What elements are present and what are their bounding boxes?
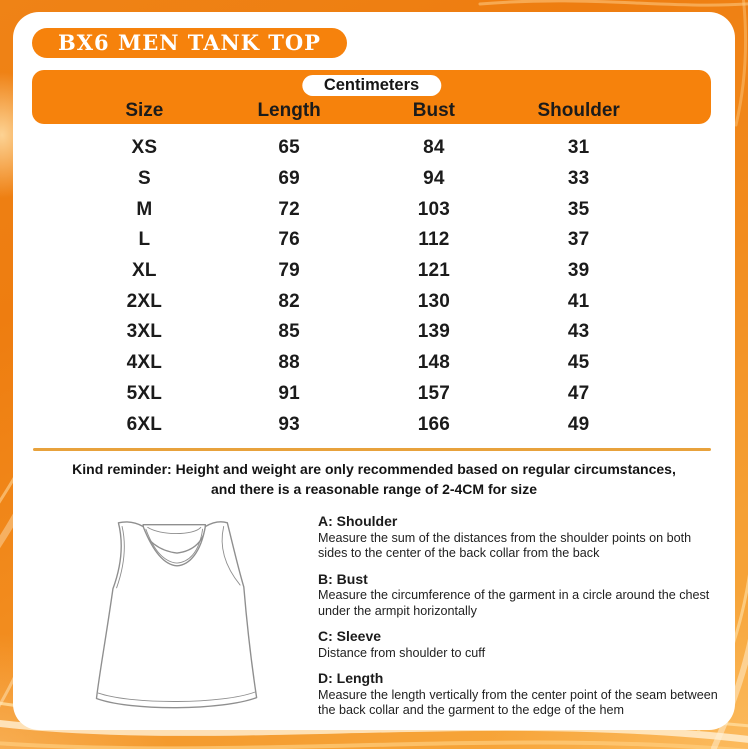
table-cell-size: 2XL (126, 290, 163, 312)
table-cell-length: 85 (278, 321, 300, 343)
measure-guide (318, 513, 720, 728)
product-title-pill (32, 28, 347, 58)
column-header-size: Size (125, 100, 164, 121)
table-cell-bust: 148 (417, 352, 451, 374)
measure-guide-desc: Measure the length vertically from the center point of the seam between the back collar and the garment to the edge of the hem (318, 687, 718, 718)
table-cell-length: 88 (278, 352, 300, 374)
measure-guide-item (318, 571, 720, 620)
table-cell-size: XS (131, 137, 158, 159)
table-cell-shoulder: 49 (567, 413, 590, 435)
table-cell-bust: 84 (423, 137, 445, 159)
table-cell-length: 72 (278, 198, 300, 220)
kind-reminder-line1: Kind reminder: Height and weight are only recommended based on regular circumstances, (72, 461, 676, 477)
table-cell-length: 91 (278, 382, 300, 404)
kind-reminder (39, 459, 709, 500)
table-cell-length: 82 (278, 290, 300, 312)
table-cell-shoulder: 39 (567, 260, 590, 282)
table-cell-size: 3XL (126, 321, 163, 343)
table-cell-size: S (137, 168, 151, 190)
table-cell-shoulder: 45 (567, 352, 590, 374)
tank-top-icon (91, 521, 263, 715)
table-cell-size: XL (132, 260, 157, 282)
table-cell-length: 69 (278, 168, 300, 190)
table-row (32, 256, 711, 287)
table-row (32, 409, 711, 440)
measure-guide-item (318, 670, 720, 719)
table-cell-bust: 103 (417, 198, 451, 220)
column-header-length: Length (257, 100, 321, 121)
measure-guide-desc: Distance from shoulder to cuff (318, 645, 486, 660)
table-cell-bust: 157 (417, 382, 451, 404)
table-cell-bust: 112 (418, 229, 450, 251)
table-cell-size: 4XL (126, 352, 163, 374)
table-cell-bust: 166 (417, 413, 451, 435)
product-title: BX6 MEN TANK TOP (58, 30, 321, 55)
table-cell-shoulder: 35 (567, 198, 590, 220)
column-header-bust: Bust (412, 100, 455, 121)
column-header-shoulder: Shoulder (537, 100, 620, 121)
measure-guide-label: C: Sleeve (318, 628, 382, 645)
table-cell-length: 79 (278, 260, 300, 282)
unit-label: Centimeters (323, 76, 420, 94)
table-cell-size: 6XL (126, 413, 163, 435)
table-row (32, 133, 711, 164)
measure-guide-label: A: Shoulder (318, 513, 398, 529)
table-cell-bust: 139 (417, 321, 451, 343)
table-cell-length: 65 (278, 137, 300, 159)
table-cell-shoulder: 47 (567, 382, 590, 404)
table-cell-bust: 130 (417, 290, 451, 312)
measure-guide-item (318, 628, 720, 661)
table-row (32, 317, 711, 348)
table-cell-size: M (136, 198, 153, 220)
table-cell-length: 93 (278, 413, 300, 435)
table-cell-bust: 121 (417, 260, 451, 282)
size-table-body (32, 133, 711, 440)
kind-reminder-line2: and there is a reasonable range of 2-4CM for size (211, 481, 537, 498)
measure-guide-desc: Measure the sum of the distances from the shoulder points on both sides to the center of the back collar from the back (318, 530, 692, 561)
table-cell-shoulder: 41 (567, 290, 590, 312)
table-cell-shoulder: 31 (567, 137, 590, 159)
tank-top-diagram (91, 521, 263, 715)
measure-guide-label: D: Length (318, 670, 384, 687)
table-cell-shoulder: 33 (567, 168, 590, 190)
table-cell-size: 5XL (126, 382, 163, 404)
section-divider (33, 448, 711, 451)
table-header-band (32, 70, 711, 124)
table-row (32, 225, 711, 256)
table-row (32, 164, 711, 195)
table-cell-shoulder: 43 (567, 321, 590, 343)
table-cell-length: 76 (278, 229, 300, 251)
size-chart-card (13, 12, 735, 730)
table-row (32, 379, 711, 410)
measure-guide-label: B: Bust (318, 570, 368, 587)
measure-guide-desc: Measure the circumference of the garment in a circle around the chest under the armpit horizontally (318, 588, 710, 618)
table-row (32, 348, 711, 379)
column-headers (32, 100, 711, 122)
table-row (32, 194, 711, 225)
table-cell-size: L (138, 229, 151, 251)
table-cell-bust: 94 (423, 168, 445, 190)
measure-guide-item (318, 513, 720, 562)
unit-pill (302, 75, 441, 96)
table-cell-shoulder: 37 (567, 229, 590, 251)
table-row (32, 286, 711, 317)
